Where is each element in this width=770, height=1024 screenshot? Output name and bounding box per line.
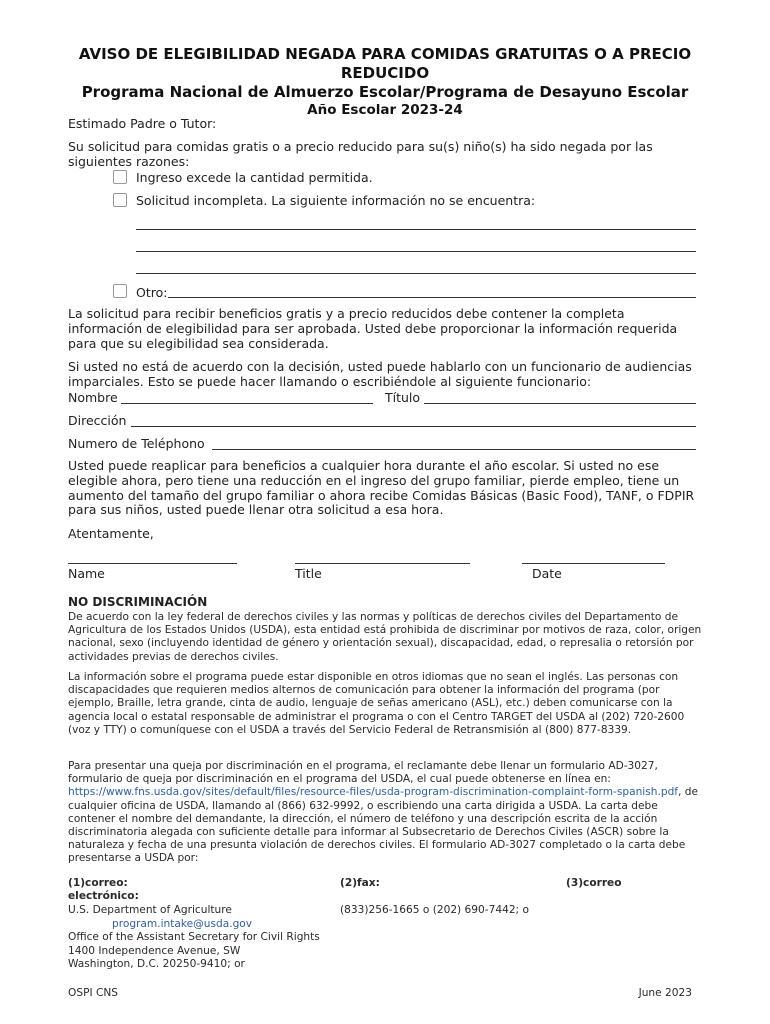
address-field-line[interactable]: [131, 426, 696, 427]
income-checkbox[interactable]: [113, 170, 127, 184]
mail-label: (1)correo:: [68, 877, 128, 889]
address-field-label: Dirección: [68, 413, 127, 428]
hearing-text: Si usted no está de acuerdo con la decisión, usted puede hablarlo con un funcionario de audiencias imparciales. Esto se puede hacer llamando o escribiéndole al siguiente funcionario:: [68, 359, 692, 389]
fax-number: (833)256-1665 o (202) 690-7442; o: [340, 904, 529, 916]
nondiscrimination-p3: [68, 760, 704, 866]
fax-label: (2)fax:: [340, 877, 380, 889]
title-line-1: AVISO DE ELEGIBILIDAD NEGADA PARA COMIDAS GRATUITAS O A PRECIO: [78, 45, 692, 63]
mail-address-line-3: 1400 Independence Avenue, SW: [68, 945, 241, 957]
requirement-text: La solicitud para recibir beneficios gratis y a precio reducidos debe contener la completa información de elegibilidad para ser aprobada. Usted debe proporcionar la información requerida para que su elegibilidad sea considerada.: [68, 306, 678, 351]
p3-end-text: , de cualquier oficina de USDA, llamando al (866) 632-9992, o escribiendo una carta dirigida a USDA. La carta debe contener el nombre del demandante, la dirección, el número de teléfono y una descripción escrita de la acción discriminatoria alegada con suficiente detalle para informar al Subsecretario de Derechos Civiles (ASCR) sobre la naturaleza y fecha de una presunta violación de derechos civiles. El formulario AD-3027 completado o la carta debe presentarse a USDA por:: [68, 786, 699, 865]
footer-left: OSPI CNS: [68, 987, 118, 999]
income-reason-label: Ingreso excede la cantidad permitida.: [136, 170, 373, 185]
signature-title-line[interactable]: [295, 563, 470, 564]
mail-address-line-2: Office of the Assistant Secretary for Civil Rights: [68, 931, 320, 943]
phone-field-label: Numero de Teléphono: [68, 436, 205, 451]
greeting: Estimado Padre o Tutor:: [68, 116, 217, 131]
footer-right: June 2023: [638, 987, 692, 999]
name-field-line[interactable]: [121, 403, 373, 404]
signature-title-label: Title: [295, 566, 322, 581]
closing-text: Atentamente,: [68, 526, 154, 541]
nondiscrimination-heading: NO DISCRIMINACIÓN: [68, 595, 208, 609]
email-address-link[interactable]: program.intake@usda.gov: [112, 918, 253, 930]
complaint-form-link[interactable]: https://www.fns.usda.gov/sites/default/files/resource-files/usda-program-discrimination-complaint-form-spanish.pdf: [68, 786, 679, 799]
other-reason-line[interactable]: [168, 297, 696, 298]
phone-field-line[interactable]: [212, 449, 696, 450]
missing-info-line-1[interactable]: [136, 229, 696, 230]
mail-address-line-4: Washington, D.C. 20250-9410; or: [68, 958, 245, 970]
nondiscrimination-p1: De acuerdo con la ley federal de derechos civiles y las normas y políticas de derechos civiles del Departamento de Agricultura de los Estados Unidos (USDA), esta entidad está prohibida de discriminar por motivos de raza, color, origen nacional, sexo (incluyendo identidad de género y orientación sexual), discapacidad, edad, o represalia o retorsión por actividades previas de derechos civiles.: [68, 611, 702, 663]
incomplete-reason-label: Solicitud incompleta. La siguiente información no se encuentra:: [136, 193, 536, 208]
school-year: Año Escolar 2023-24: [307, 102, 463, 118]
other-checkbox[interactable]: [113, 284, 127, 298]
email-label-continued: electrónico:: [68, 890, 139, 902]
mail-address-line-1: U.S. Department of Agriculture: [68, 904, 232, 916]
email-label: (3)correo: [566, 877, 622, 889]
signature-name-label: Name: [68, 566, 105, 581]
signature-name-line[interactable]: [68, 563, 237, 564]
reapply-text: Usted puede reaplicar para beneficios a cualquier hora durante el año escolar. Si usted no ese elegible ahora, pero tiene una reducción en el ingreso del grupo familiar, pierde empleo, tiene un aumento del tamaño del grupo familiar o ahora recibe Comidas Básicas (Basic Food), TANF, o FDPIR para sus niños, usted puede llenar otra solicitud a esa hora.: [68, 458, 695, 518]
p3-start-text: Para presentar una queja por discriminación en el programa, el reclamante debe llenar un formulario AD-3027, formulario de queja por discriminación en el programa del USDA, el cual puede obtenerse en línea en:: [68, 760, 658, 786]
title-line-2: REDUCIDO: [340, 64, 430, 82]
missing-info-line-2[interactable]: [136, 251, 696, 252]
program-subtitle: Programa Nacional de Almuerzo Escolar/Programa de Desayuno Escolar: [81, 83, 689, 101]
title-field-label: Título: [385, 390, 421, 405]
name-field-label: Nombre: [68, 390, 118, 405]
nondiscrimination-p2: La información sobre el programa puede estar disponible en otros idiomas que no sean el inglés. Las personas con discapacidades que requieren medios alternos de comunicación para obtener la información del programa (por ejemplo, Braille, letra grande, cinta de audio, lenguaje de señas americano (ASL), etc.) deben comunicarse con la agencia local o estatal responsable de administrar el programa o con el Centro TARGET del USDA al (202) 720-2600 (voz y TTY) o comuníquese con el USDA a través del Servicio Federal de Retransmisión al (800) 877-8339.: [68, 671, 685, 736]
incomplete-checkbox[interactable]: [113, 193, 127, 207]
signature-date-line[interactable]: [522, 563, 665, 564]
signature-date-label: Date: [532, 566, 562, 581]
other-reason-label: Otro:: [136, 285, 168, 300]
missing-info-line-3[interactable]: [136, 273, 696, 274]
intro-text: Su solicitud para comidas gratis o a precio reducido para su(s) niño(s) ha sido negada por las siguientes razones:: [68, 139, 653, 169]
title-field-line[interactable]: [424, 403, 696, 404]
